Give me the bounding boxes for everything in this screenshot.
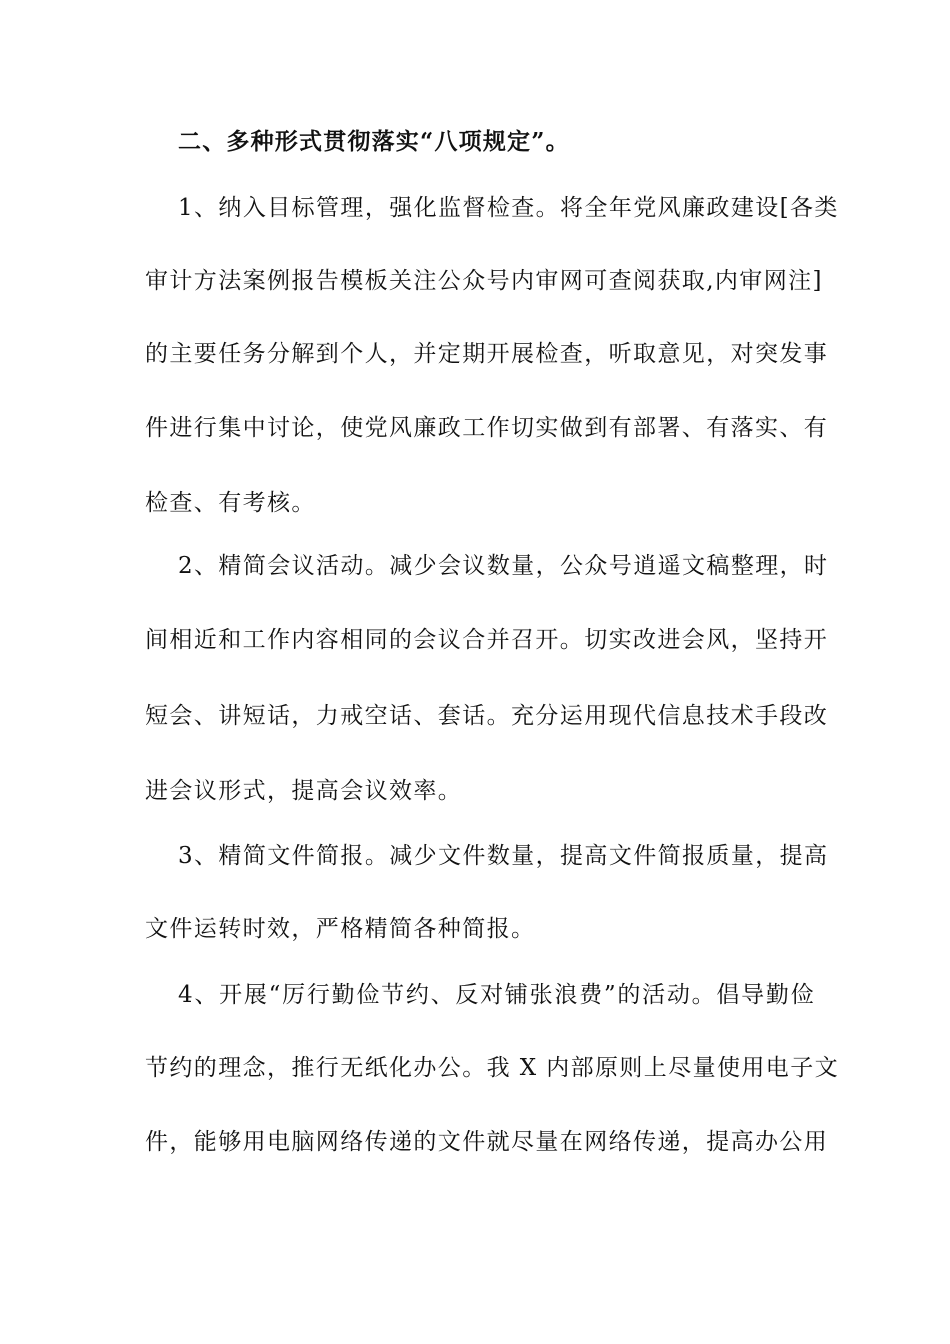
paragraph-4-line-2: 节约的理念，推行无纸化办公。我 X 内部原则上尽量使用电子文 [145,1055,839,1081]
paragraph-2-line-4: 进会议形式，提高会议效率。 [145,778,463,804]
paragraph-3-line-1: 3、精简文件简报。减少文件数量，提高文件简报质量，提高 [178,843,829,869]
paragraph-1-line-3: 的主要任务分解到个人，并定期开展检查，听取意见，对突发事 [145,341,829,367]
paragraph-1-line-2: 审计方法案例报告模板关注公众号内审网可查阅获取,内审网注] [145,268,823,294]
section-heading: 二、多种形式贯彻落实“八项规定”。 [178,128,570,155]
paragraph-1-line-4: 件进行集中讨论，使党风廉政工作切实做到有部署、有落实、有 [145,415,829,441]
paragraph-2-line-1: 2、精简会议活动。减少会议数量，公众号逍遥文稿整理，时 [178,553,829,579]
paragraph-2-line-2: 间相近和工作内容相同的会议合并召开。切实改进会风，坚持开 [145,627,829,653]
paragraph-2-line-3: 短会、讲短话，力戒空话、套话。充分运用现代信息技术手段改 [145,703,829,729]
paragraph-4-line-3: 件，能够用电脑网络传递的文件就尽量在网络传递，提高办公用 [145,1129,829,1155]
paragraph-1-line-1: 1、纳入目标管理，强化监督检查。将全年党风廉政建设[各类 [178,195,839,221]
paragraph-4-line-1: 4、开展“厉行勤俭节约、反对铺张浪费”的活动。倡导勤俭 [178,982,815,1008]
paragraph-1-line-5: 检查、有考核。 [145,490,316,516]
paragraph-3-line-2: 文件运转时效，严格精简各种简报。 [145,916,536,942]
